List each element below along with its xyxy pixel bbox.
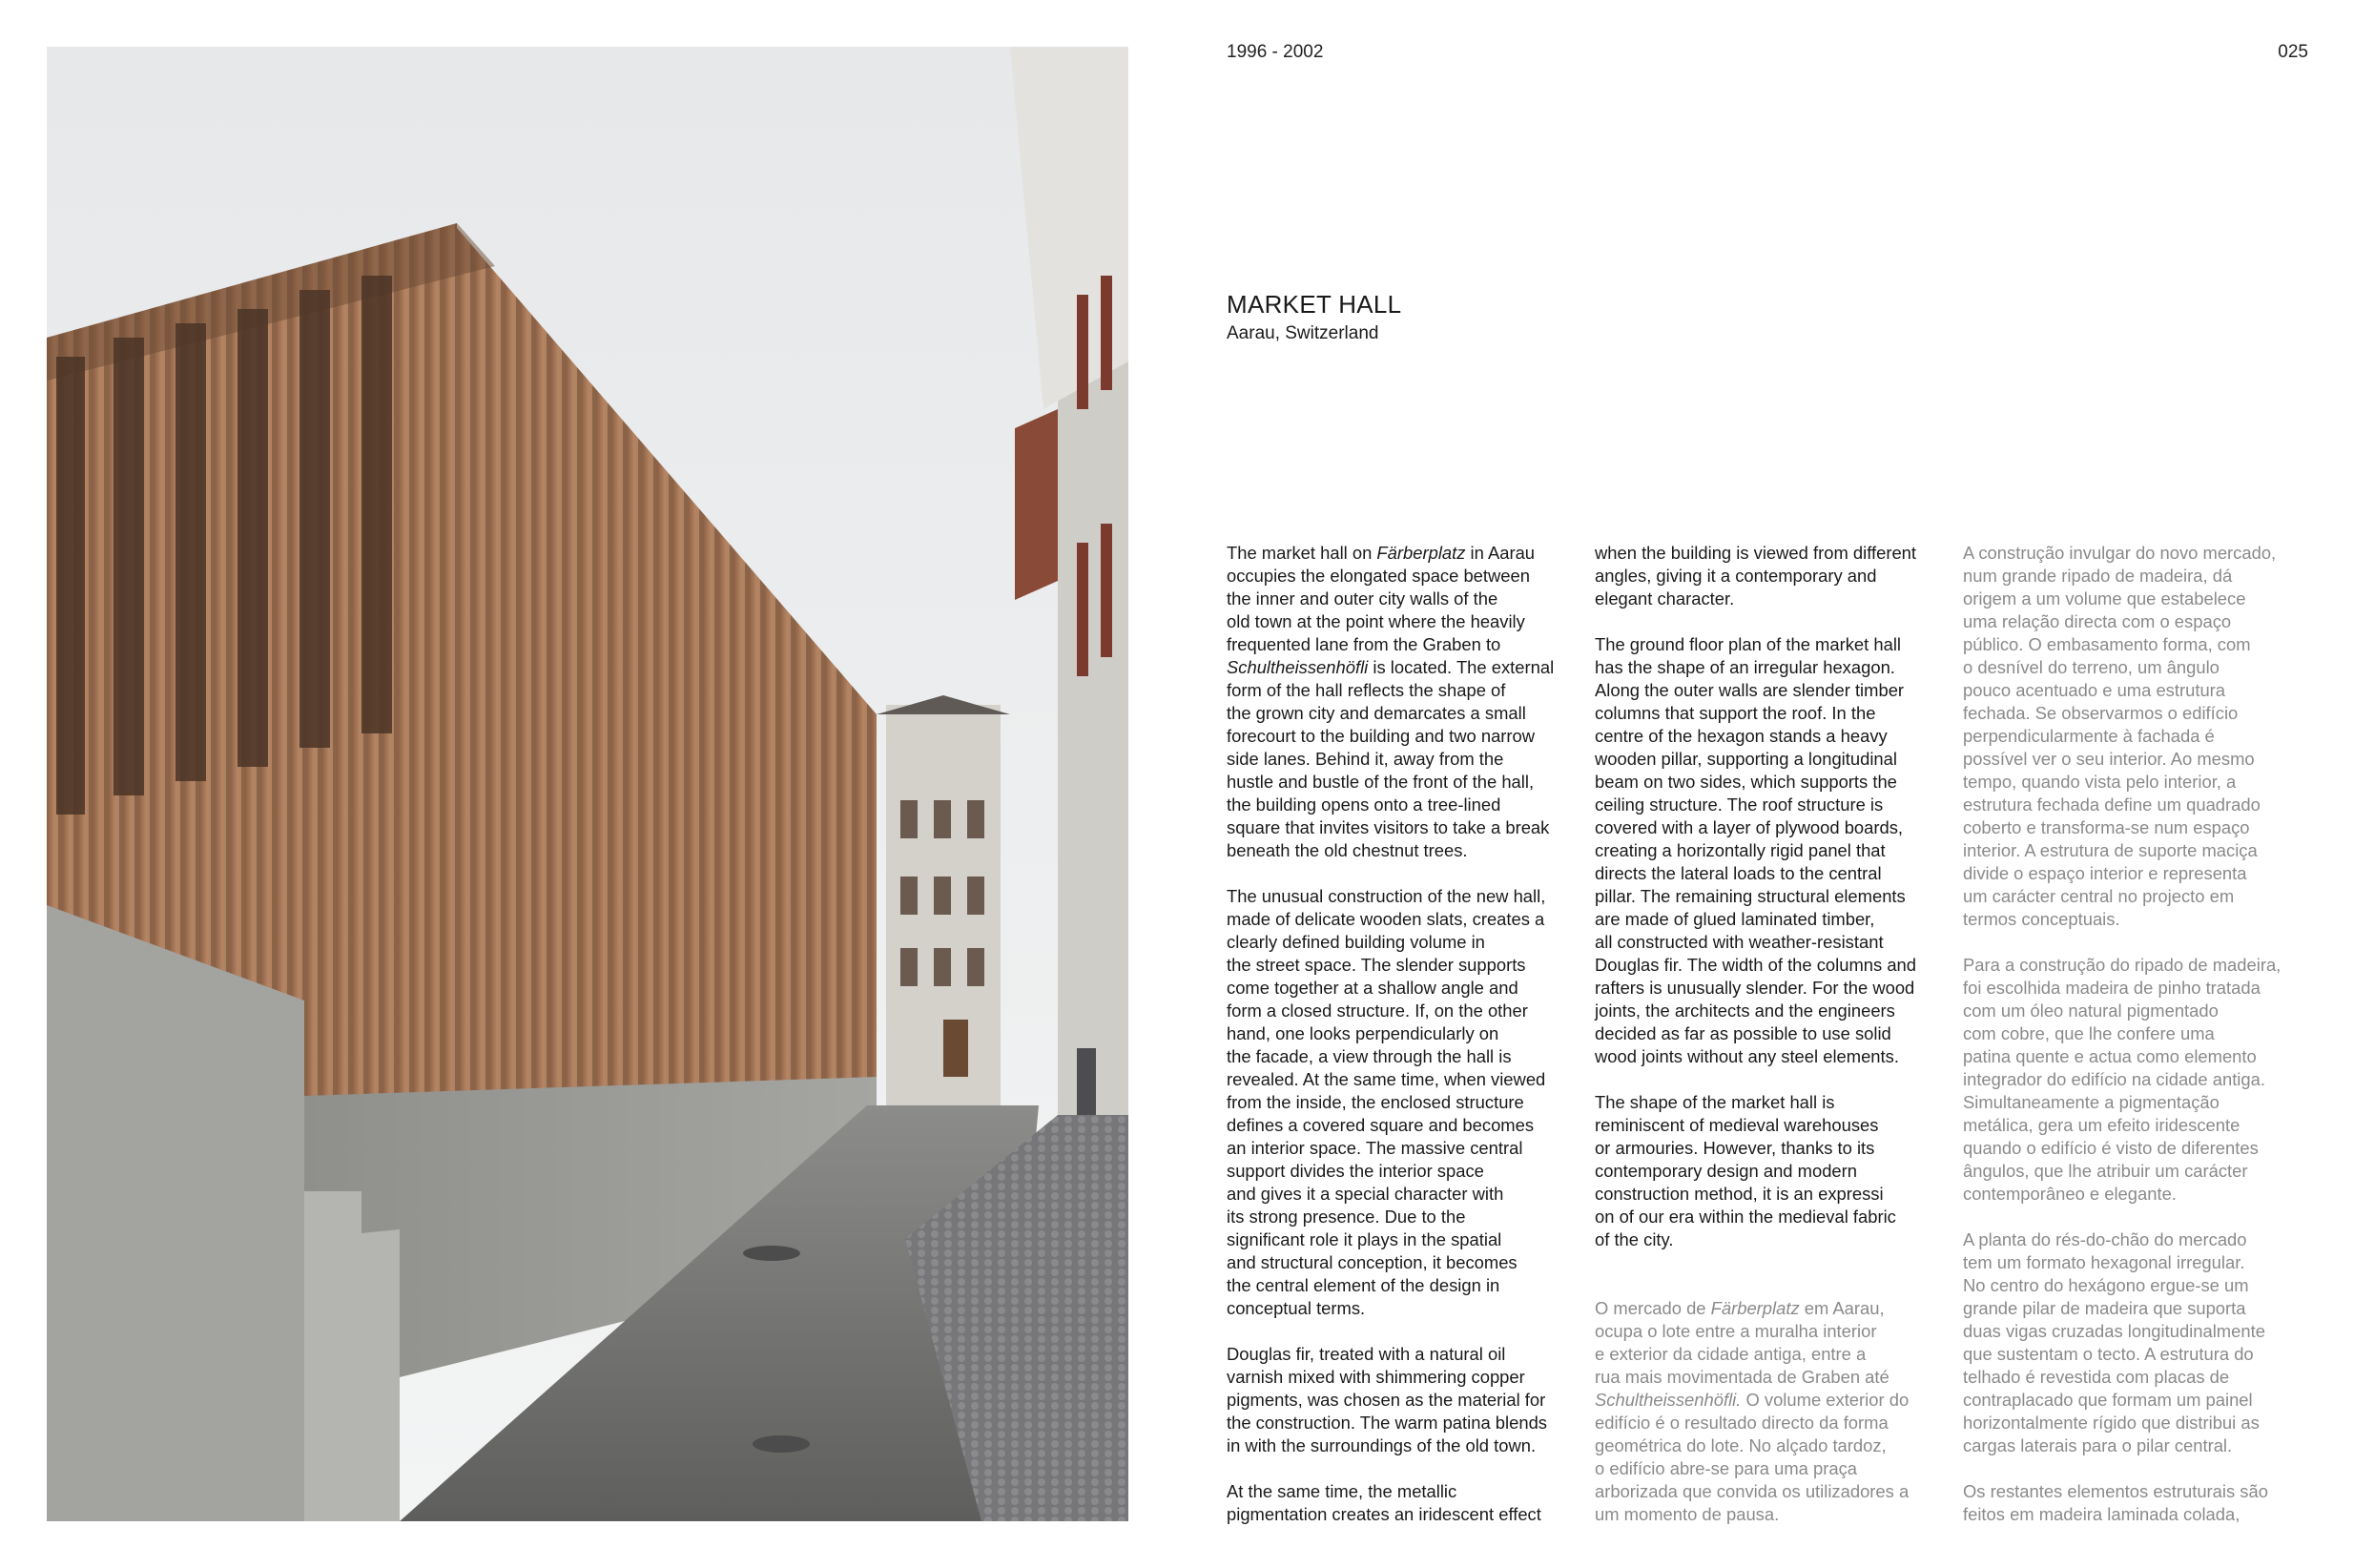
text-line: horizontalmente rígido que distribui as bbox=[1963, 1413, 2260, 1433]
text-line: form a closed structure. If, on the other bbox=[1227, 1001, 1528, 1021]
english-text-column-2 bbox=[1595, 542, 1948, 1526]
paragraph-gap bbox=[1963, 931, 2316, 954]
page-number: 025 bbox=[2278, 42, 2308, 62]
text-line: an interior space. The massive central bbox=[1227, 1138, 1523, 1158]
text-line: come together at a shallow angle and bbox=[1227, 978, 1518, 998]
project-title: MARKET HALL bbox=[1227, 290, 1402, 319]
text-line: are made of glued laminated timber, bbox=[1595, 909, 1875, 929]
text-line bbox=[1227, 542, 1570, 565]
text-line: interior. A estrutura de suporte maciça bbox=[1963, 840, 2258, 860]
text-line: duas vigas cruzadas longitudinalmente bbox=[1963, 1321, 2265, 1341]
text-line: público. O embasamento forma, com bbox=[1963, 634, 2251, 654]
text-line: pillar. The remaining structural elements bbox=[1595, 886, 1906, 906]
text-line: o edifício abre-se para uma praça bbox=[1595, 1458, 1857, 1478]
italic-place-name: Schultheissenhöfli bbox=[1227, 657, 1369, 677]
italic-place-name: Färberplatz bbox=[1710, 1298, 1800, 1318]
text-line: significant role it plays in the spatial bbox=[1227, 1229, 1502, 1249]
text-line: reminiscent of medieval warehouses bbox=[1595, 1115, 1879, 1135]
text-line: coberto e transforma-se num espaço bbox=[1963, 817, 2250, 837]
text-line: made of delicate wooden slats, creates a bbox=[1227, 909, 1545, 929]
italic-place-name: Schultheissenhöfli. bbox=[1595, 1390, 1742, 1410]
text-line: when the building is viewed from different bbox=[1595, 543, 1917, 563]
text-line: elegant character. bbox=[1595, 588, 1735, 609]
text-line: telhado é revestida com placas de bbox=[1963, 1367, 2230, 1387]
text-line: pigments, was chosen as the material for bbox=[1227, 1390, 1546, 1410]
text-line: the building opens onto a tree-lined bbox=[1227, 794, 1501, 815]
paragraph-gap bbox=[1963, 1206, 2316, 1228]
text-line: metálica, gera um efeito iridescente bbox=[1963, 1115, 2240, 1135]
text-line: angles, giving it a contemporary and bbox=[1595, 566, 1877, 586]
text-line: on of our era within the medieval fabric bbox=[1595, 1207, 1896, 1227]
paragraph-gap bbox=[1595, 1251, 1948, 1274]
text-line: possível ver o seu interior. Ao mesmo bbox=[1963, 749, 2255, 769]
text-line: its strong presence. Due to the bbox=[1227, 1207, 1466, 1227]
text-line: com um óleo natural pigmentado bbox=[1963, 1001, 2219, 1021]
text-line: origem a um volume que estabelece bbox=[1963, 588, 2246, 609]
text-line: uma relação directa com o espaço bbox=[1963, 611, 2232, 631]
text-line: estrutura fechada define um quadrado bbox=[1963, 794, 2261, 815]
text-line: hand, one looks perpendicularly on bbox=[1227, 1023, 1499, 1043]
architecture-photo-icon bbox=[47, 47, 1128, 1521]
text-line: creating a horizontally rigid panel that bbox=[1595, 840, 1886, 860]
paragraph-gap bbox=[1227, 1457, 1570, 1480]
market-hall-photo bbox=[47, 47, 1128, 1521]
text-line: ocupa o lote entre a muralha interior bbox=[1595, 1321, 1877, 1341]
text-line: patina quente e actua como elemento bbox=[1963, 1046, 2257, 1066]
text-line: all constructed with weather-resistant bbox=[1595, 932, 1884, 952]
text-line: que sustentam o tecto. A estrutura do bbox=[1963, 1344, 2254, 1364]
text-line: form of the hall reflects the shape of bbox=[1227, 680, 1506, 700]
text-line: frequented lane from the Graben to bbox=[1227, 634, 1501, 654]
text-line: The shape of the market hall is bbox=[1595, 1092, 1835, 1112]
text-line: the street space. The slender supports bbox=[1227, 955, 1526, 975]
text-line: has the shape of an irregular hexagon. bbox=[1595, 657, 1895, 677]
paragraph-gap bbox=[1963, 1457, 2316, 1480]
text-line: pouco acentuado e uma estrutura bbox=[1963, 680, 2226, 700]
text-line: um momento de pausa. bbox=[1595, 1504, 1780, 1524]
text-line: Douglas fir. The width of the columns and bbox=[1595, 955, 1917, 975]
text-line: o desnível do terreno, um ângulo bbox=[1963, 657, 2220, 677]
text-line bbox=[1227, 656, 1570, 679]
text-segment: O mercado de bbox=[1595, 1298, 1711, 1318]
text-line: construction method, it is an expressi bbox=[1595, 1184, 1884, 1204]
portuguese-text-column bbox=[1963, 542, 2316, 1526]
english-text-column-1 bbox=[1227, 542, 1570, 1526]
text-line: ângulos, que lhe atribuir um carácter bbox=[1963, 1161, 2248, 1181]
text-line: the grown city and demarcates a small bbox=[1227, 703, 1526, 723]
text-line: Para a construção do ripado de madeira, bbox=[1963, 955, 2282, 975]
text-line: grande pilar de madeira que suporta bbox=[1963, 1298, 2246, 1318]
text-line: joints, the architects and the engineers bbox=[1595, 1001, 1895, 1021]
text-line: No centro do hexágono ergue-se um bbox=[1963, 1275, 2249, 1295]
text-line: the facade, a view through the hall is bbox=[1227, 1046, 1512, 1066]
project-location: Aarau, Switzerland bbox=[1227, 323, 1379, 343]
text-line bbox=[1595, 1297, 1948, 1320]
text-line: wooden pillar, supporting a longitudinal bbox=[1595, 749, 1897, 769]
text-line: columns that support the roof. In the bbox=[1595, 703, 1876, 723]
text-line: decided as far as possible to use solid bbox=[1595, 1023, 1891, 1043]
text-line bbox=[1595, 1389, 1948, 1412]
text-segment: em Aarau, bbox=[1799, 1298, 1885, 1318]
text-line: perpendicularmente à fachada é bbox=[1963, 726, 2215, 746]
text-line: in with the surroundings of the old town. bbox=[1227, 1435, 1537, 1455]
text-line: or armouries. However, thanks to its bbox=[1595, 1138, 1875, 1158]
text-line: cargas laterais para o pilar central. bbox=[1963, 1435, 2233, 1455]
text-line: contemporary design and modern bbox=[1595, 1161, 1857, 1181]
text-line: A construção invulgar do novo mercado, bbox=[1963, 543, 2277, 563]
text-line: rafters is unusually slender. For the wood bbox=[1595, 978, 1915, 998]
text-line: of the city. bbox=[1595, 1229, 1674, 1249]
text-line: Simultaneamente a pigmentação bbox=[1963, 1092, 2220, 1112]
text-line: conceptual terms. bbox=[1227, 1298, 1366, 1318]
text-line: ceiling structure. The roof structure is bbox=[1595, 794, 1884, 815]
text-line: support divides the interior space bbox=[1227, 1161, 1484, 1181]
text-line: square that invites visitors to take a break bbox=[1227, 817, 1550, 837]
text-line: old town at the point where the heavily bbox=[1227, 611, 1525, 631]
text-line: wood joints without any steel elements. bbox=[1595, 1046, 1899, 1066]
text-line: The unusual construction of the new hall, bbox=[1227, 886, 1546, 906]
text-line: A planta do rés-do-chão do mercado bbox=[1963, 1229, 2247, 1249]
text-line: the inner and outer city walls of the bbox=[1227, 588, 1498, 609]
text-line: integrador do edifício na cidade antiga. bbox=[1963, 1069, 2265, 1089]
text-line: and gives it a special character with bbox=[1227, 1184, 1504, 1204]
text-line: The ground floor plan of the market hall bbox=[1595, 634, 1902, 654]
text-line: and structural conception, it becomes bbox=[1227, 1252, 1518, 1272]
text-line: geométrica do lote. No alçado tardoz, bbox=[1595, 1435, 1887, 1455]
text-segment: The market hall on bbox=[1227, 543, 1377, 563]
date-range: 1996 - 2002 bbox=[1227, 42, 1324, 62]
text-line: beneath the old chestnut trees. bbox=[1227, 840, 1468, 860]
text-line: from the inside, the enclosed structure bbox=[1227, 1092, 1524, 1112]
text-line: centre of the hexagon stands a heavy bbox=[1595, 726, 1888, 746]
text-line: fechada. Se observarmos o edifício bbox=[1963, 703, 2239, 723]
paragraph-gap bbox=[1227, 1320, 1570, 1343]
text-line: varnish mixed with shimmering copper bbox=[1227, 1367, 1525, 1387]
text-line: contemporâneo e elegante. bbox=[1963, 1184, 2177, 1204]
text-line: revealed. At the same time, when viewed bbox=[1227, 1069, 1546, 1089]
paragraph-gap bbox=[1595, 1068, 1948, 1091]
text-line: hustle and bustle of the front of the hall, bbox=[1227, 772, 1535, 792]
text-line: the central element of the design in bbox=[1227, 1275, 1500, 1295]
text-line: clearly defined building volume in bbox=[1227, 932, 1485, 952]
text-segment: in Aarau bbox=[1465, 543, 1536, 563]
text-line: rua mais movimentada de Graben até bbox=[1595, 1367, 1889, 1387]
text-line: feitos em madeira laminada colada, bbox=[1963, 1504, 2240, 1524]
text-line: contraplacado que formam um painel bbox=[1963, 1390, 2253, 1410]
text-line: arborizada que convida os utilizadores a bbox=[1595, 1481, 1910, 1501]
text-line: side lanes. Behind it, away from the bbox=[1227, 749, 1504, 769]
text-line: Along the outer walls are slender timber bbox=[1595, 680, 1905, 700]
text-line: forecourt to the building and two narrow bbox=[1227, 726, 1536, 746]
text-line: um carácter central no projecto em bbox=[1963, 886, 2235, 906]
paragraph-gap bbox=[1227, 862, 1570, 885]
text-line: divide o espaço interior e representa bbox=[1963, 863, 2247, 883]
text-line: edifício é o resultado directo da forma bbox=[1595, 1413, 1889, 1433]
text-line: pigmentation creates an iridescent effect bbox=[1227, 1504, 1541, 1524]
text-line: termos conceptuais. bbox=[1963, 909, 2120, 929]
text-line: Os restantes elementos estruturais são bbox=[1963, 1481, 2268, 1501]
text-segment: is located. The external bbox=[1368, 657, 1555, 677]
text-line: occupies the elongated space between bbox=[1227, 566, 1530, 586]
text-line: the construction. The warm patina blends bbox=[1227, 1413, 1547, 1433]
text-line: Douglas fir, treated with a natural oil bbox=[1227, 1344, 1506, 1364]
paragraph-gap bbox=[1595, 1274, 1948, 1297]
text-line: defines a covered square and becomes bbox=[1227, 1115, 1535, 1135]
text-line: covered with a layer of plywood boards, bbox=[1595, 817, 1904, 837]
italic-place-name: Färberplatz bbox=[1376, 543, 1466, 563]
text-line: quando o edifício é visto de diferentes bbox=[1963, 1138, 2259, 1158]
paragraph-gap bbox=[1595, 610, 1948, 633]
text-line: com cobre, que lhe confere uma bbox=[1963, 1023, 2215, 1043]
text-line: e exterior da cidade antiga, entre a bbox=[1595, 1344, 1867, 1364]
text-line: At the same time, the metallic bbox=[1227, 1481, 1457, 1501]
text-line: tempo, quando vista pelo interior, a bbox=[1963, 772, 2237, 792]
text-line: num grande ripado de madeira, dá bbox=[1963, 566, 2233, 586]
text-segment: O volume exterior do bbox=[1741, 1390, 1910, 1410]
text-line: foi escolhida madeira de pinho tratada bbox=[1963, 978, 2261, 998]
text-line: directs the lateral loads to the central bbox=[1595, 863, 1882, 883]
text-line: beam on two sides, which supports the bbox=[1595, 772, 1897, 792]
text-line: tem um formato hexagonal irregular. bbox=[1963, 1252, 2245, 1272]
